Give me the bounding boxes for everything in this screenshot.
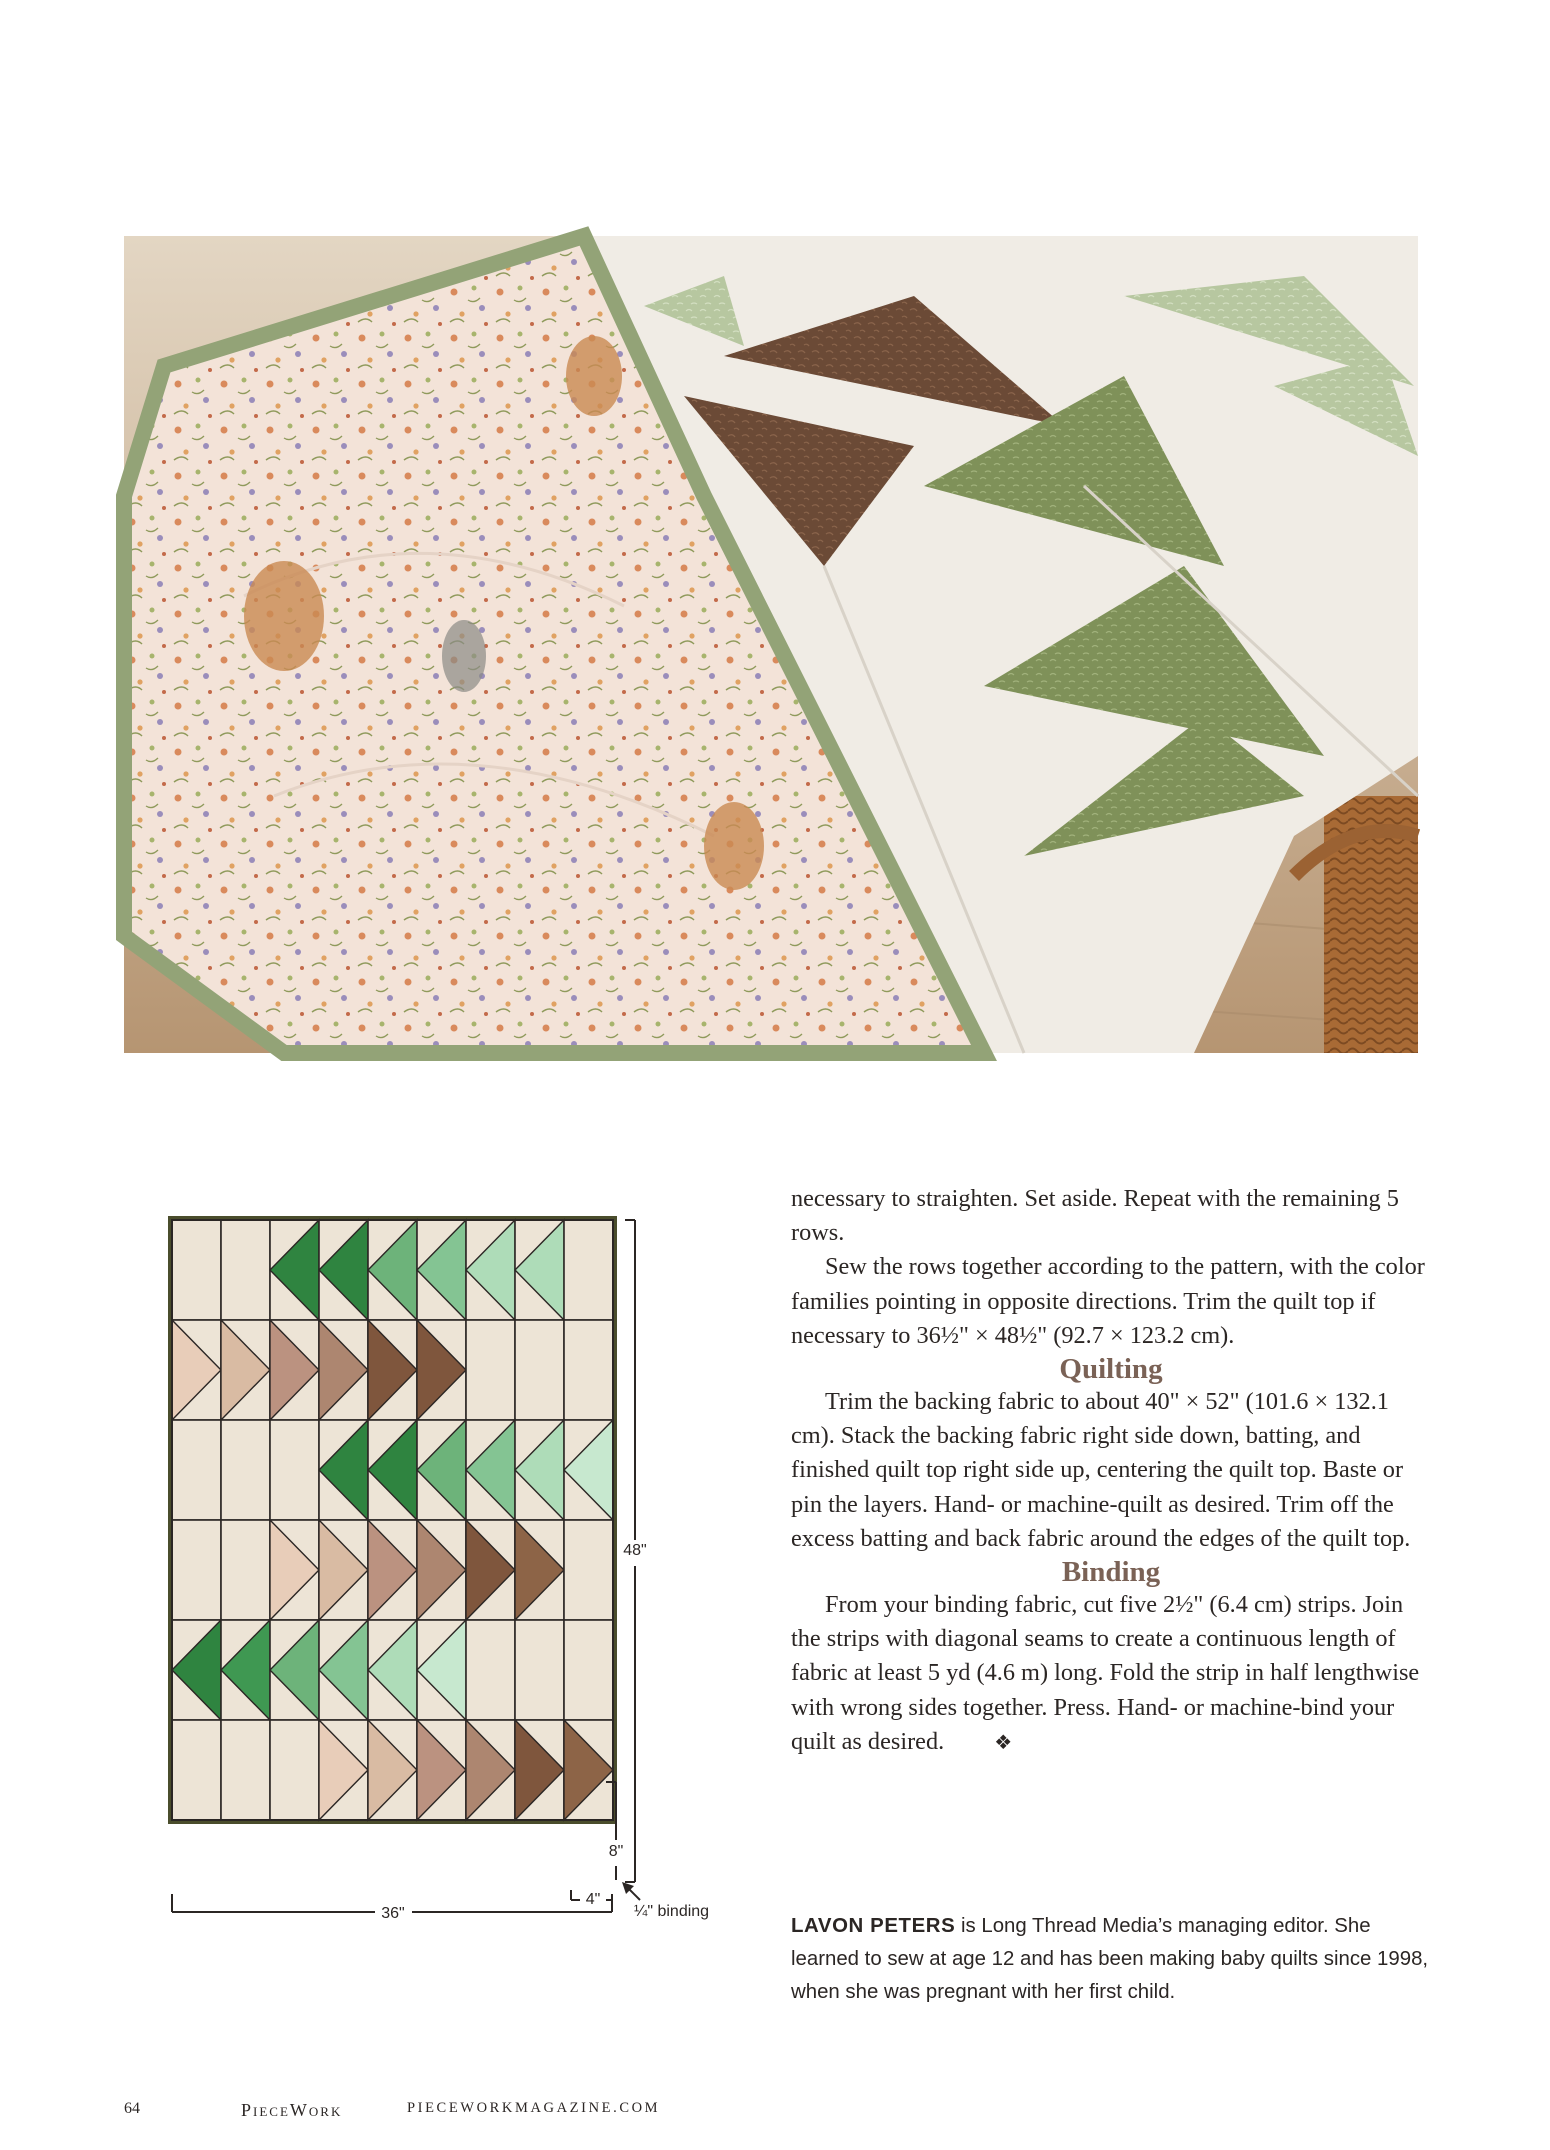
dimension-row-label: 8" <box>608 1843 624 1860</box>
author-bio-text: is Long Thread Media’s managing editor. She learned to sew at age 12 and has been making baby quilts since 1998, when she was pregnant with her first child. <box>791 1915 1429 2003</box>
quilt-block <box>172 1420 221 1520</box>
quilt-photo-illustration <box>124 236 1418 1053</box>
dimension-width-label: 36" <box>381 1905 405 1922</box>
quilt-block <box>221 1520 270 1620</box>
dimension-column-label: 4" <box>585 1891 601 1908</box>
quilt-block <box>172 1520 221 1620</box>
quilt-block <box>172 1220 221 1320</box>
binding-label: ¼" binding <box>634 1903 710 1920</box>
quilt-block <box>564 1520 613 1620</box>
quilt-block <box>270 1720 319 1820</box>
page-number: 64 <box>124 2100 140 2117</box>
quilt-block <box>515 1320 564 1420</box>
quilt-layout-svg <box>160 1210 720 1922</box>
quilt-block <box>270 1420 319 1520</box>
paragraph-straighten: necessary to straighten. Set aside. Repeat with the remaining 5 rows. <box>791 1185 1399 1247</box>
quilt-block <box>564 1220 613 1320</box>
paragraph-binding-text: From your binding fabric, cut five 2½" (6.4 cm) strips. Join the strips with diagonal seams to create a continuous length of fabric at least 5 yd (4.6 m) long. Fold the strip in half lengthwise with wrong sides together. Press. Hand- or machine-bind your quilt as desired. <box>791 1591 1420 1755</box>
quilt-block <box>515 1620 564 1720</box>
dimension-height-label: 48" <box>623 1542 647 1559</box>
instructions-column <box>791 1182 1431 1760</box>
quilt-layout-diagram <box>160 1210 720 1922</box>
paragraph-quilting: Trim the backing fabric to about 40" × 52" (101.6 × 132.1 cm). Stack the backing fabric right side down, batting, and finished quilt top right side up, centering the quilt top. Baste or pin the layers. Hand- or machine-quilt as desired. Trim off the excess batting and back fabric around the edges of the quilt top. <box>791 1388 1411 1552</box>
quilt-block <box>564 1320 613 1420</box>
quilt-block <box>221 1220 270 1320</box>
quilt-grid <box>168 1216 617 1824</box>
paragraph-sew-rows: Sew the rows together according to the pattern, with the color families pointing in opposite directions. Trim the quilt top if necessary to 36½" × 48½" (92.7 × 123.2 cm). <box>791 1253 1425 1349</box>
quilt-block <box>466 1320 515 1420</box>
quilt-photo <box>124 236 1418 1053</box>
quilt-block <box>221 1720 270 1820</box>
heading-binding: Binding <box>1061 1556 1161 1589</box>
paragraph-binding <box>791 1588 1431 1760</box>
heading-quilting: Quilting <box>1059 1353 1163 1386</box>
author-name: LAVON PETERS <box>791 1915 956 1937</box>
quilt-block <box>466 1620 515 1720</box>
end-ornament-icon: ❖ <box>994 1731 1013 1754</box>
quilt-block <box>564 1620 613 1720</box>
quilt-block <box>221 1420 270 1520</box>
author-bio <box>791 1910 1431 2009</box>
quilt-block <box>172 1720 221 1820</box>
website-url: PIECEWORKMAGAZINE.COM <box>407 2100 661 2116</box>
magazine-name: PieceWork <box>241 2100 343 2120</box>
